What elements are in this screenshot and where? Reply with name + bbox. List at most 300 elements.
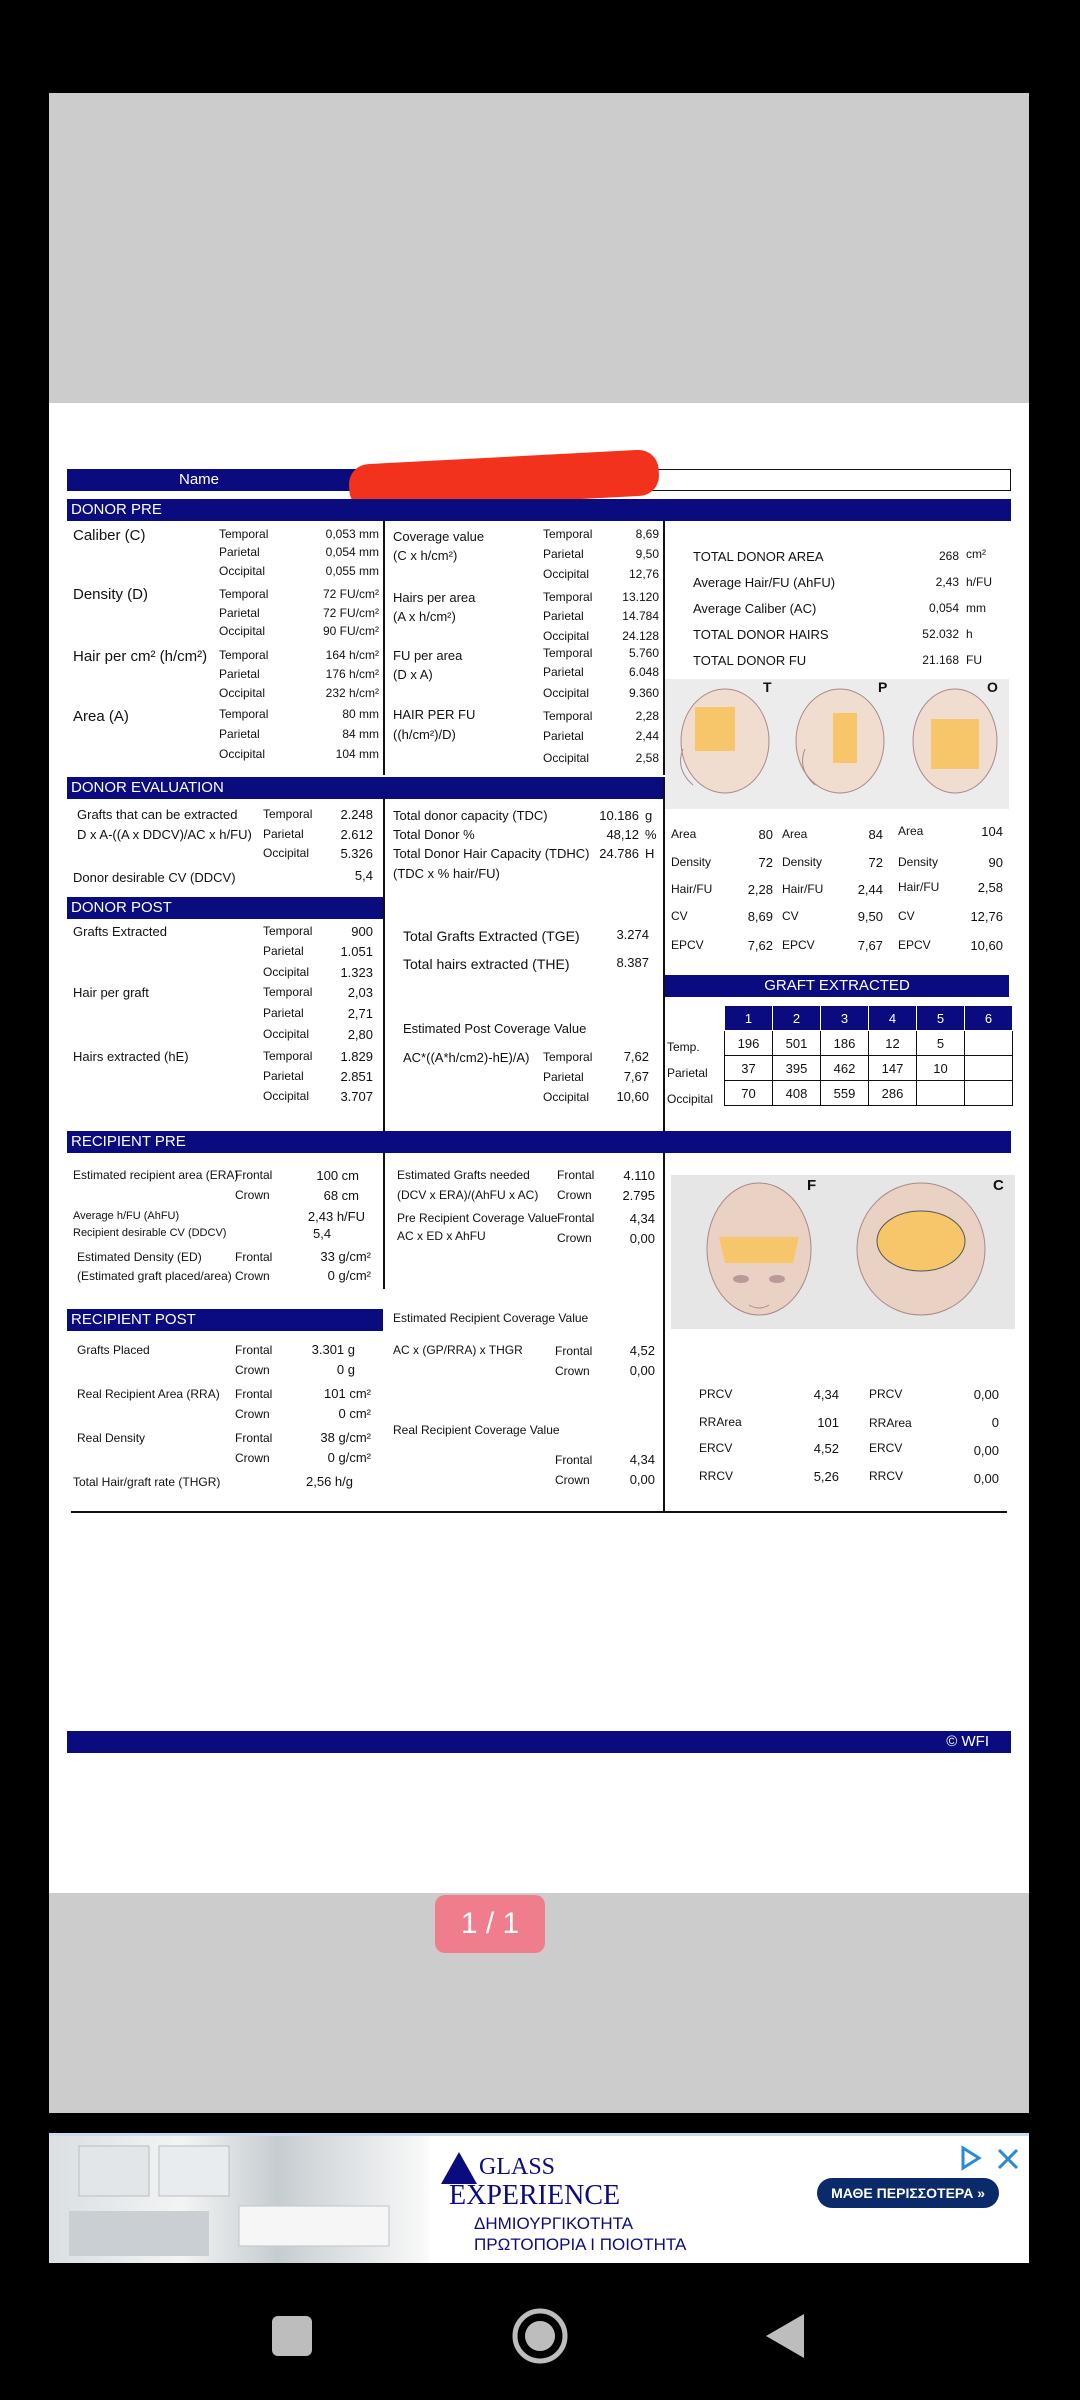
- hpa-occipital-label: Occipital: [543, 629, 590, 643]
- ge-temporal-label: Temporal: [263, 924, 313, 938]
- graft-extracted-table: [724, 1005, 1013, 1106]
- section-title: DONOR POST: [71, 899, 172, 916]
- total-unit: h: [966, 627, 973, 641]
- name-field: [647, 469, 1011, 491]
- prcv-label: Pre Recipient Coverage Value: [397, 1211, 558, 1225]
- ge-parietal-label: Parietal: [263, 944, 304, 958]
- table-cell: 70: [725, 1081, 773, 1106]
- head-letter-o: O: [987, 679, 998, 695]
- hair-occipital: 232 h/cm²: [325, 686, 379, 700]
- head-parietal: [796, 689, 884, 793]
- hpa-parietal: 14.784: [622, 609, 659, 623]
- section-donor-post: [67, 897, 383, 919]
- zone-o-epcv-label: EPCV: [898, 938, 931, 952]
- ddcv-label: Donor desirable CV (DDCV): [73, 870, 236, 885]
- area-temporal-label: Temporal: [219, 707, 269, 721]
- caliber-temporal-label: Temporal: [219, 527, 269, 541]
- table-cell: [917, 1081, 965, 1106]
- sum-c-value: 0,00: [973, 1387, 999, 1402]
- rra-frontal: 101 cm²: [324, 1386, 371, 1401]
- table-cell: 196: [725, 1031, 773, 1056]
- fupa-occipital: 9.360: [628, 686, 659, 700]
- egn-frontal: 4.110: [623, 1168, 655, 1183]
- he-temporal: 1.829: [340, 1049, 373, 1064]
- eval-temporal-label: Temporal: [263, 807, 313, 821]
- zone-o-hfu-label: Hair/FU: [898, 880, 940, 894]
- zone-o-area: 104: [981, 824, 1003, 839]
- zone-o-density-label: Density: [898, 855, 939, 869]
- hair-occipital-label: Occipital: [219, 686, 266, 700]
- ad-image[interactable]: [49, 2136, 429, 2263]
- recents-icon[interactable]: [270, 2314, 314, 2358]
- tdhc-label: Total Donor Hair Capacity (TDHC): [393, 846, 590, 861]
- epcv-temporal-label: Temporal: [543, 1050, 593, 1064]
- egn-crown-label: Crown: [557, 1188, 592, 1202]
- table-cell: 10: [917, 1056, 965, 1081]
- rdcv-value: 5,4: [313, 1226, 332, 1241]
- density-temporal-label: Temporal: [219, 587, 269, 601]
- tdhc-unit: H: [645, 846, 655, 861]
- tdc-unit: g: [645, 808, 653, 823]
- fupa-label: FU per area: [393, 648, 463, 663]
- hpa-label: Hairs per area: [393, 590, 476, 605]
- section-title: RECIPIENT PRE: [71, 1133, 186, 1150]
- page-indicator: 1 / 1: [435, 1895, 545, 1953]
- caliber-parietal-label: Parietal: [219, 545, 260, 559]
- zone-p-hfu-label: Hair/FU: [782, 882, 824, 896]
- coverage-temporal-label: Temporal: [543, 527, 593, 541]
- hpa-temporal: 13.120: [622, 590, 659, 604]
- ge-label: Grafts Extracted: [73, 924, 167, 939]
- fupa-parietal: 6.048: [628, 665, 659, 679]
- head-frontal: [707, 1183, 811, 1315]
- sum-c-label: RRCV: [869, 1469, 904, 1483]
- ercv-crown-label: Crown: [555, 1364, 590, 1378]
- zone-o-epcv: 10,60: [970, 938, 1003, 953]
- section-recipient-post: [67, 1309, 383, 1331]
- zone-p-density: 72: [868, 855, 883, 870]
- zone-p-cv-label: CV: [782, 909, 799, 923]
- sum-f-value: 4,52: [813, 1441, 839, 1456]
- sum-f-label: PRCV: [699, 1387, 733, 1401]
- donor-heads-illustration: [665, 679, 1009, 809]
- hair-temporal: 164 h/cm²: [325, 648, 379, 662]
- pdf-viewer[interactable]: [49, 93, 1029, 2113]
- close-icon[interactable]: [995, 2146, 1021, 2172]
- egn-label: Estimated Grafts needed: [397, 1168, 530, 1182]
- thgr-value: 2,56 h/g: [306, 1474, 353, 1489]
- ed-frontal: 33 g/cm²: [320, 1249, 371, 1264]
- ercv-formula: AC x (GP/RRA) x THGR: [393, 1343, 523, 1357]
- divider: [383, 799, 385, 1289]
- footer-copyright: © WFI: [946, 1733, 989, 1750]
- coverage-parietal-label: Parietal: [543, 547, 584, 561]
- hair-temporal-label: Temporal: [219, 648, 269, 662]
- coverage-occipital-label: Occipital: [543, 567, 590, 581]
- back-icon[interactable]: [764, 2312, 808, 2360]
- table-row: [725, 1056, 1013, 1081]
- footer-bar: [67, 1731, 1011, 1753]
- total-unit: FU: [966, 653, 982, 667]
- era-crown: 68 cm: [323, 1188, 359, 1203]
- density-label: Density (D): [73, 586, 149, 603]
- rra-crown-label: Crown: [235, 1407, 270, 1421]
- area-label: Area (A): [73, 708, 129, 725]
- sum-c-value: 0,00: [973, 1471, 999, 1486]
- ercv-frontal: 4,52: [629, 1343, 655, 1358]
- col-header: 4: [869, 1006, 917, 1031]
- tdc-label: Total donor capacity (TDC): [393, 808, 548, 823]
- prcv-frontal: 4,34: [629, 1211, 655, 1226]
- pdf-page: [49, 403, 1029, 1893]
- density-occipital: 90 FU/cm²: [322, 624, 379, 638]
- sum-f-label: RRCV: [699, 1469, 734, 1483]
- hpg-temporal: 2,03: [347, 985, 373, 1000]
- hpfu-parietal: 2,44: [635, 729, 659, 743]
- eval-temporal: 2.248: [340, 807, 373, 822]
- total-value: 52.032: [922, 627, 959, 641]
- eval-parietal: 2.612: [340, 827, 373, 842]
- zone-p-area: 84: [868, 827, 883, 842]
- rrcv-frontal: 4,34: [629, 1452, 655, 1467]
- adchoices-icon[interactable]: [957, 2144, 985, 2172]
- section-title: DONOR PRE: [71, 501, 162, 518]
- ddcv-value: 5,4: [354, 868, 373, 883]
- head-letter-f: F: [807, 1177, 817, 1194]
- eval-formula: D x A-((A x DDCV)/AC x h/FU): [77, 827, 252, 842]
- rrcv-crown: 0,00: [629, 1472, 655, 1487]
- gp-crown-label: Crown: [235, 1363, 270, 1377]
- he-parietal-label: Parietal: [263, 1069, 304, 1083]
- total-label: TOTAL DONOR FU: [693, 653, 807, 668]
- rd-crown-label: Crown: [235, 1451, 270, 1465]
- epcv-label: Estimated Post Coverage Value: [403, 1021, 587, 1036]
- egn-crown: 2.795: [622, 1188, 655, 1203]
- eval-parietal-label: Parietal: [263, 827, 304, 841]
- coverage-label: Coverage value: [393, 529, 485, 544]
- area-parietal: 84 mm: [342, 727, 379, 741]
- gp-frontal: 3.301 g: [311, 1342, 355, 1357]
- ed-crown-label: Crown: [235, 1269, 270, 1283]
- rdcv-label: Recipient desirable CV (DDCV): [73, 1227, 227, 1239]
- zone-o-cv: 12,76: [970, 909, 1003, 924]
- head-occipital: [913, 689, 997, 793]
- ge-occipital-label: Occipital: [263, 965, 310, 979]
- tge-label: Total Grafts Extracted (TGE): [403, 928, 580, 944]
- gp-label: Grafts Placed: [77, 1343, 150, 1357]
- gp-crown: 0 g: [336, 1362, 355, 1377]
- name-label: Name: [179, 471, 220, 488]
- density-temporal: 72 FU/cm²: [322, 587, 379, 601]
- rrcv-frontal-label: Frontal: [555, 1453, 593, 1467]
- rd-crown: 0 g/cm²: [327, 1450, 371, 1465]
- coverage-parietal: 9,50: [635, 547, 659, 561]
- col-header: 6: [965, 1006, 1013, 1031]
- total-unit: cm²: [966, 547, 986, 561]
- divider: [383, 521, 385, 775]
- hpfu-formula: ((h/cm²)/D): [393, 727, 456, 742]
- epcv-temporal: 7,62: [623, 1049, 649, 1064]
- head-letter-p: P: [878, 679, 888, 695]
- hair-parietal-label: Parietal: [219, 667, 260, 681]
- section-donor-pre: [67, 499, 1011, 521]
- zone-o-density: 90: [988, 855, 1003, 870]
- tge-value: 3.274: [616, 927, 649, 942]
- zone-p-hfu: 2,44: [857, 882, 883, 897]
- section-title: RECIPIENT POST: [71, 1311, 196, 1328]
- table-row: [725, 1081, 1013, 1106]
- hpg-parietal: 2,71: [347, 1006, 373, 1021]
- he-temporal-label: Temporal: [263, 1049, 313, 1063]
- the-label: Total hairs extracted (THE): [403, 956, 570, 972]
- he-occipital-label: Occipital: [263, 1089, 310, 1103]
- tdp-unit: %: [645, 827, 657, 842]
- zone-o-hfu: 2,58: [977, 880, 1003, 895]
- zone-t-cv: 8,69: [747, 909, 773, 924]
- rd-frontal: 38 g/cm²: [320, 1430, 371, 1445]
- ge-temporal: 900: [351, 924, 373, 939]
- density-parietal-label: Parietal: [219, 606, 260, 620]
- sum-f-value: 4,34: [813, 1387, 839, 1402]
- sum-c-label: RRArea: [869, 1416, 912, 1430]
- system-nav-bar: [0, 2270, 1080, 2400]
- he-parietal: 2.851: [340, 1069, 373, 1084]
- tdp-value: 48,12: [606, 827, 639, 842]
- hair-parietal: 176 h/cm²: [325, 667, 379, 681]
- the-value: 8.387: [616, 955, 649, 970]
- rrcv-label: Real Recipient Coverage Value: [393, 1423, 560, 1437]
- hpg-parietal-label: Parietal: [263, 1006, 304, 1020]
- col-header: 1: [725, 1006, 773, 1031]
- table-cell: 462: [821, 1056, 869, 1081]
- col-header: 5: [917, 1006, 965, 1031]
- coverage-formula: (C x h/cm²): [393, 548, 458, 563]
- era-frontal: 100 cm: [316, 1168, 359, 1183]
- hpg-occipital-label: Occipital: [263, 1027, 310, 1041]
- table-cell: 395: [773, 1056, 821, 1081]
- hpfu-occipital-label: Occipital: [543, 751, 590, 765]
- tdp-label: Total Donor %: [393, 827, 475, 842]
- fupa-parietal-label: Parietal: [543, 665, 584, 679]
- zone-t-density: 72: [758, 855, 773, 870]
- ad-tagline1: ΔΗΜΙΟΥΡΓΙΚΟΤΗΤΑ: [474, 2214, 634, 2233]
- sum-c-value: 0: [991, 1415, 999, 1430]
- zone-o-area-label: Area: [898, 824, 924, 838]
- section-title: GRAFT EXTRACTED: [764, 977, 910, 994]
- coverage-temporal: 8,69: [635, 527, 659, 541]
- table-cell: 286: [869, 1081, 917, 1106]
- table-cell: 12: [869, 1031, 917, 1056]
- row-label: Temp.: [667, 1040, 700, 1054]
- sum-f-value: 101: [817, 1415, 839, 1430]
- table-cell: 186: [821, 1031, 869, 1056]
- he-label: Hairs extracted (hE): [73, 1049, 189, 1064]
- rra-label: Real Recipient Area (RRA): [77, 1387, 220, 1401]
- thgr-label: Total Hair/graft rate (THGR): [73, 1475, 221, 1489]
- prcv-formula: AC x ED x AhFU: [397, 1229, 486, 1243]
- hair-label: Hair per cm² (h/cm²): [73, 648, 208, 665]
- row-label: Occipital: [667, 1092, 714, 1106]
- total-value: 268: [938, 549, 959, 563]
- col-header: 3: [821, 1006, 869, 1031]
- sum-c-value: 0,00: [973, 1443, 999, 1458]
- rrcv-crown-label: Crown: [555, 1473, 590, 1487]
- epcv-parietal-label: Parietal: [543, 1070, 584, 1084]
- he-occipital: 3.707: [340, 1089, 373, 1104]
- section-recipient-pre: [67, 1131, 1011, 1153]
- home-icon[interactable]: [512, 2308, 568, 2364]
- ad-brand-line1: GLASS: [479, 2154, 556, 2180]
- tdhc-value: 24.786: [599, 846, 639, 861]
- epcv-parietal: 7,67: [623, 1069, 649, 1084]
- zone-p-epcv-label: EPCV: [782, 938, 815, 952]
- caliber-parietal: 0,054 mm: [325, 545, 379, 559]
- table-cell: 501: [773, 1031, 821, 1056]
- ad-brand-line2: EXPERIENCE: [449, 2180, 621, 2211]
- ad-tagline2: ΠΡΩΤΟΠΟΡΙΑ Ι ΠΟΙΟΤΗΤΑ: [474, 2235, 687, 2254]
- head-crown: [857, 1183, 985, 1315]
- fupa-formula: (D x A): [393, 667, 433, 682]
- ed-label: Estimated Density (ED): [77, 1250, 202, 1264]
- tdhc-formula: (TDC x % hair/FU): [393, 866, 500, 881]
- prcv-crown-label: Crown: [557, 1231, 592, 1245]
- hpfu-temporal: 2,28: [635, 709, 659, 723]
- hpfu-occipital: 2,58: [635, 751, 659, 765]
- ahfu-label: Average h/FU (AhFU): [73, 1210, 180, 1222]
- recipient-heads-illustration: [671, 1175, 1015, 1329]
- density-occipital-label: Occipital: [219, 624, 266, 638]
- bottom-rule: [71, 1511, 1007, 1513]
- total-value: 21.168: [922, 653, 959, 667]
- section-donor-evaluation: [67, 777, 663, 799]
- caliber-occipital: 0,055 mm: [325, 564, 379, 578]
- epcv-formula: AC*((A*h/cm2)-hE)/A): [403, 1050, 530, 1065]
- table-header-row: [725, 1006, 1013, 1031]
- zone-p-area-label: Area: [782, 827, 808, 841]
- density-parietal: 72 FU/cm²: [322, 606, 379, 620]
- zone-t-epcv: 7,62: [747, 938, 773, 953]
- head-letter-t: T: [763, 679, 772, 695]
- table-cell: 147: [869, 1056, 917, 1081]
- sum-f-label: RRArea: [699, 1415, 742, 1429]
- prcv-frontal-label: Frontal: [557, 1211, 595, 1225]
- rd-label: Real Density: [77, 1431, 146, 1445]
- hpfu-parietal-label: Parietal: [543, 729, 584, 743]
- caliber-occipital-label: Occipital: [219, 564, 266, 578]
- fupa-temporal: 5.760: [628, 646, 659, 660]
- era-label: Estimated recipient area (ERA): [73, 1168, 239, 1182]
- sum-c-label: PRCV: [869, 1387, 903, 1401]
- ahfu-value: 2,43 h/FU: [307, 1209, 365, 1224]
- ed-formula: (Estimated graft placed/area): [77, 1269, 232, 1283]
- total-value: 2,43: [935, 575, 959, 589]
- total-label: Average Caliber (AC): [693, 601, 817, 616]
- epcv-occipital-label: Occipital: [543, 1090, 590, 1104]
- zone-t-hfu: 2,28: [747, 882, 773, 897]
- table-cell: [965, 1056, 1013, 1081]
- era-crown-label: Crown: [235, 1188, 270, 1202]
- table-row: [725, 1031, 1013, 1056]
- total-label: TOTAL DONOR AREA: [693, 549, 824, 564]
- eval-occipital: 5.326: [340, 846, 373, 861]
- zone-t-area-label: Area: [671, 827, 697, 841]
- zone-t-epcv-label: EPCV: [671, 938, 704, 952]
- hpg-label: Hair per graft: [73, 985, 149, 1000]
- hpa-occipital: 24.128: [622, 629, 659, 643]
- hpa-temporal-label: Temporal: [543, 590, 593, 604]
- table-cell: 559: [821, 1081, 869, 1106]
- ad-cta-button[interactable]: ΜΑΘΕ ΠΕΡΙΣΣΟΤΕΡΑ »: [817, 2178, 999, 2208]
- section-title: DONOR EVALUATION: [71, 779, 224, 796]
- ed-frontal-label: Frontal: [235, 1250, 273, 1264]
- gp-frontal-label: Frontal: [235, 1343, 273, 1357]
- hpa-parietal-label: Parietal: [543, 609, 584, 623]
- zone-p-density-label: Density: [782, 855, 823, 869]
- caliber-label: Caliber (C): [73, 527, 146, 544]
- area-temporal: 80 mm: [342, 707, 379, 721]
- ge-parietal: 1.051: [340, 944, 373, 959]
- eval-label: Grafts that can be extracted: [77, 807, 238, 822]
- total-unit: h/FU: [966, 575, 993, 589]
- caliber-temporal: 0,053 mm: [325, 527, 379, 541]
- section-graft-extracted: [665, 975, 1009, 997]
- hpfu-temporal-label: Temporal: [543, 709, 593, 723]
- ad-banner[interactable]: [49, 2133, 1029, 2263]
- ercv-frontal-label: Frontal: [555, 1344, 593, 1358]
- row-label: Parietal: [667, 1066, 708, 1080]
- ercv-crown: 0,00: [629, 1363, 655, 1378]
- zone-t-cv-label: CV: [671, 909, 688, 923]
- table-cell: [965, 1031, 1013, 1056]
- prcv-crown: 0,00: [629, 1231, 655, 1246]
- zone-p-epcv: 7,67: [857, 938, 883, 953]
- rra-frontal-label: Frontal: [235, 1387, 273, 1401]
- ed-crown: 0 g/cm²: [327, 1268, 371, 1283]
- sum-f-value: 5,26: [813, 1469, 839, 1484]
- total-value: 0,054: [928, 601, 959, 615]
- zone-t-area: 80: [758, 827, 773, 842]
- epcv-occipital: 10,60: [616, 1089, 649, 1104]
- hpa-formula: (A x h/cm²): [393, 609, 456, 624]
- sum-c-label: ERCV: [869, 1441, 903, 1455]
- zone-t-density-label: Density: [671, 855, 712, 869]
- total-label: TOTAL DONOR HAIRS: [693, 627, 829, 642]
- coverage-occipital: 12,76: [628, 567, 659, 581]
- total-label: Average Hair/FU (AhFU): [693, 575, 836, 590]
- rra-crown: 0 cm²: [338, 1406, 371, 1421]
- ge-occipital: 1.323: [340, 965, 373, 980]
- zone-t-hfu-label: Hair/FU: [671, 882, 713, 896]
- rd-frontal-label: Frontal: [235, 1431, 273, 1445]
- area-occipital: 104 mm: [335, 747, 379, 761]
- hpg-occipital: 2,80: [347, 1027, 373, 1042]
- area-parietal-label: Parietal: [219, 727, 260, 741]
- head-temporal: [681, 689, 769, 793]
- zone-o-cv-label: CV: [898, 909, 915, 923]
- hpfu-label: HAIR PER FU: [393, 707, 476, 722]
- ercv-label: Estimated Recipient Coverage Value: [393, 1311, 589, 1325]
- fupa-temporal-label: Temporal: [543, 646, 593, 660]
- table-cell: [965, 1081, 1013, 1106]
- col-header: 2: [773, 1006, 821, 1031]
- eval-occipital-label: Occipital: [263, 846, 310, 860]
- fupa-occipital-label: Occipital: [543, 686, 590, 700]
- egn-formula: (DCV x ERA)/(AhFU x AC): [397, 1188, 539, 1202]
- hpg-temporal-label: Temporal: [263, 985, 313, 999]
- total-unit: mm: [966, 601, 986, 615]
- era-frontal-label: Frontal: [235, 1168, 273, 1182]
- egn-frontal-label: Frontal: [557, 1168, 595, 1182]
